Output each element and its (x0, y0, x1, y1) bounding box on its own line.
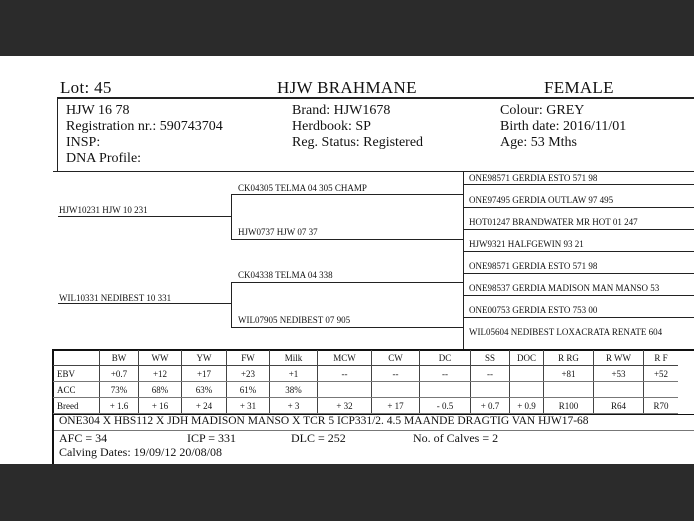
sdd: HJW9321 HALFGEWIN 93 21 (469, 239, 584, 249)
ebv-cell: +23 (227, 366, 270, 382)
lot-number: Lot: 45 (60, 78, 112, 97)
ebv-cell: +12 (139, 366, 182, 382)
ebv-header-cell: Milk (270, 350, 318, 366)
ebv-cell: +81 (544, 366, 594, 382)
registration-number: Registration nr.: 590743704 (66, 119, 223, 134)
breed-cell: R100 (544, 398, 594, 414)
header-rule (58, 97, 694, 99)
acc-cell: 38% (270, 382, 318, 398)
sss: ONE98571 GERDIA ESTO 571 98 (469, 173, 598, 183)
sire: HJW10231 HJW 10 231 (59, 205, 148, 215)
ebv-header-cell: SS (471, 350, 510, 366)
breed-cell: + 0.9 (510, 398, 544, 414)
acc-cell: 63% (182, 382, 227, 398)
sire-dam: HJW0737 HJW 07 37 (238, 227, 318, 237)
acc-row (53, 382, 678, 398)
dam-dam: WIL07905 NEDIBEST 07 905 (238, 315, 351, 325)
acc-cell (318, 382, 372, 398)
dsd: ONE98537 GERDIA MADISON MAN MANSO 53 (469, 283, 660, 293)
ebv-cell: -- (372, 366, 420, 382)
ssd: ONE97495 GERDIA OUTLAW 97 495 (469, 195, 614, 205)
ebv-cell (510, 366, 544, 382)
breed-row (53, 398, 678, 414)
ebv-header-cell: DOC (510, 350, 544, 366)
ebv-cell: -- (318, 366, 372, 382)
calving-dates: Calving Dates: 19/09/12 20/08/08 (59, 445, 222, 459)
ebv-cell: +1 (270, 366, 318, 382)
acc-cell: 68% (139, 382, 182, 398)
info-col-3 (500, 103, 626, 151)
ebv-header-cell: YW (182, 350, 227, 366)
breed-cell: + 31 (227, 398, 270, 414)
ebv-cell: -- (420, 366, 471, 382)
dam-sire: CK04338 TELMA 04 338 (238, 270, 333, 280)
ebv-table (53, 350, 678, 414)
breed-cell: + 3 (270, 398, 318, 414)
ebv-header-cell: FW (227, 350, 270, 366)
animal-sheet (0, 56, 694, 464)
herdbook-field: Herdbook: SP (292, 119, 371, 134)
acc-cell (644, 382, 679, 398)
acc-cell (372, 382, 420, 398)
ebv-cell: -- (471, 366, 510, 382)
acc-cell: 61% (227, 382, 270, 398)
age-field: Age: 53 Mths (500, 135, 577, 150)
breed-cell: + 1.6 (100, 398, 139, 414)
breed-cell: + 16 (139, 398, 182, 414)
info-box-left-border (57, 97, 58, 172)
ebv-header-cell: R RG (544, 350, 594, 366)
dds: ONE00753 GERDIA ESTO 753 00 (469, 305, 598, 315)
animal-sex: FEMALE (544, 78, 614, 97)
acc-cell: 73% (100, 382, 139, 398)
bottom-letterbox (0, 464, 694, 521)
breed-cell: R64 (594, 398, 644, 414)
ebv-header-row (53, 350, 678, 366)
breed-cell: + 0.7 (471, 398, 510, 414)
animal-id: HJW 16 78 (66, 103, 130, 118)
ddd: WIL05604 NEDIBEST LOXACRATA RENATE 604 (469, 327, 663, 337)
mating-note: ONE304 X HBS112 X JDH MADISON MANSO X TCR 5 ICP331/2. 4.5 MAANDE DRAGTIG VAN HJW17-68 (59, 415, 589, 427)
acc-cell (420, 382, 471, 398)
acc-cell (471, 382, 510, 398)
acc-cell (510, 382, 544, 398)
insp-field: INSP: (66, 135, 101, 150)
acc-cell: ACC (53, 382, 100, 398)
brand-field: Brand: HJW1678 (292, 103, 391, 118)
acc-cell (594, 382, 644, 398)
pedigree-top-rule (53, 171, 694, 172)
ebv-cell: +53 (594, 366, 644, 382)
sire-sire: CK04305 TELMA 04 305 CHAMP (238, 183, 367, 193)
ebv-header-cell: BW (100, 350, 139, 366)
dna-profile-field: DNA Profile: (66, 151, 142, 166)
reg-status-field: Reg. Status: Registered (292, 135, 424, 150)
sds: HOT01247 BRANDWATER MR HOT 01 247 (469, 217, 638, 227)
acc-cell (544, 382, 594, 398)
afc-value: AFC = 34 (59, 431, 108, 445)
birth-date-field: Birth date: 2016/11/01 (500, 119, 627, 134)
icp-value: ICP = 331 (187, 431, 236, 445)
ebv-row (53, 366, 678, 382)
dss: ONE98571 GERDIA ESTO 571 98 (469, 261, 598, 271)
breed-cell: - 0.5 (420, 398, 471, 414)
ebv-header-cell: MCW (318, 350, 372, 366)
top-letterbox (0, 0, 694, 56)
dam: WIL10331 NEDIBEST 10 331 (59, 293, 172, 303)
ebv-cell: +52 (644, 366, 679, 382)
ebv-header-cell (53, 350, 100, 366)
ebv-header-cell: WW (139, 350, 182, 366)
colour-field: Colour: GREY (500, 103, 585, 118)
breed-cell: R70 (644, 398, 679, 414)
info-col-2 (292, 103, 423, 151)
breed-cell: + 24 (182, 398, 227, 414)
dlc-value: DLC = 252 (291, 431, 346, 445)
breed-cell: + 17 (372, 398, 420, 414)
animal-name: HJW BRAHMANE (277, 78, 417, 97)
ebv-header-cell: R WW (594, 350, 644, 366)
ebv-header-cell: DC (420, 350, 471, 366)
breed-cell: + 32 (318, 398, 372, 414)
ebv-header-cell: CW (372, 350, 420, 366)
ebv-header-cell: R F (644, 350, 679, 366)
ebv-cell: EBV (53, 366, 100, 382)
info-col-1 (66, 103, 223, 167)
breed-cell: Breed (53, 398, 100, 414)
ebv-cell: +0.7 (100, 366, 139, 382)
ebv-cell: +17 (182, 366, 227, 382)
calves-count: No. of Calves = 2 (413, 431, 499, 445)
